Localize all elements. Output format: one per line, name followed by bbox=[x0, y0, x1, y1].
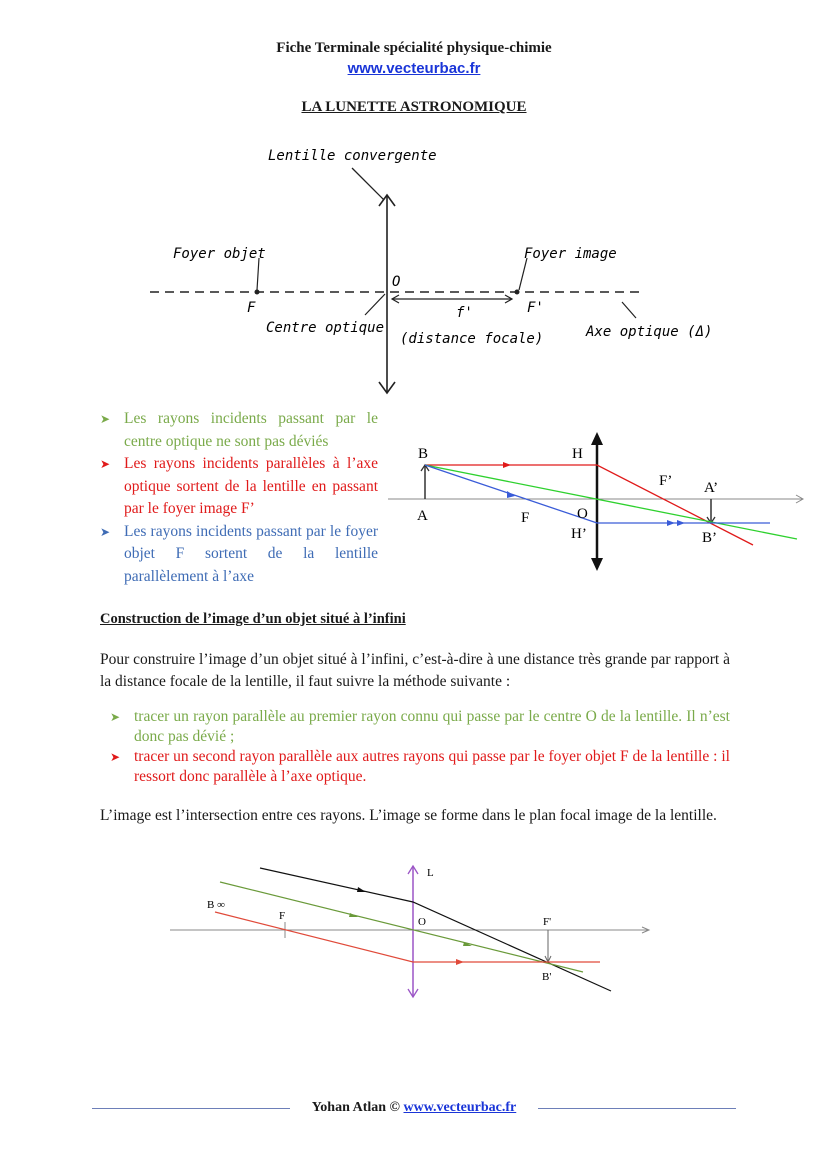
ray-rules-list bbox=[100, 408, 378, 588]
document-header-title: Fiche Terminale spécialité physique-chimie bbox=[276, 40, 552, 56]
point-h-prime-label: H’ bbox=[571, 526, 587, 542]
focal-distance-label: (distance focale) bbox=[400, 331, 544, 347]
rule-center-ray: ➤ Les rayons incidents passant par le centre optique ne sont pas déviés bbox=[100, 410, 378, 450]
point-b-prime-label: B’ bbox=[702, 530, 717, 546]
focal-object-pointer bbox=[257, 258, 259, 290]
focal-object-label: Foyer objet bbox=[173, 246, 266, 262]
point-o-label: O bbox=[577, 506, 588, 522]
lens-l-label: L bbox=[427, 867, 434, 879]
focal-f-prime-label: F' bbox=[543, 916, 552, 928]
focal-point-object bbox=[255, 290, 260, 295]
arrow-bullet-icon: ➤ bbox=[100, 412, 111, 426]
optical-axis-label: Axe optique (Δ) bbox=[586, 324, 713, 340]
focal-image-label: Foyer image bbox=[524, 246, 617, 262]
image-b-prime-label: B' bbox=[542, 971, 552, 983]
point-f-label: F bbox=[521, 510, 530, 526]
rule-focal-ray: ➤ Les rayons incidents passant par le foyer objet F sortent de la lentille parallèlement à l’axe bbox=[100, 522, 378, 585]
point-h-label: H bbox=[572, 446, 583, 462]
arrow-bullet-icon: ➤ bbox=[100, 524, 111, 539]
page-title: LA LUNETTE ASTRONOMIQUE bbox=[301, 99, 527, 115]
step-focal-ray: ➤ tracer un second rayon parallèle aux autres rayons qui passe par le foyer objet F de la lentille : il ressort donc parallèle à l’axe optique. bbox=[110, 748, 730, 785]
point-b-label: B bbox=[418, 446, 429, 462]
footer-site-link[interactable]: www.vecteurbac.fr bbox=[403, 1100, 517, 1115]
center-pointer bbox=[365, 294, 385, 315]
intro-paragraph: Pour construire l’image d’un objet situé à l’infini, c’est-à-dire à une distance très grande par rapport à la distance focale de la lentille, il faut suivre la méthode suivante : bbox=[100, 651, 730, 690]
rule-parallel-ray: ➤ Les rayons incidents parallèles à l’axe optique sortent de la lentille en passant par le foyer image F’ bbox=[100, 455, 378, 517]
arrow-bullet-icon: ➤ bbox=[110, 710, 121, 724]
center-optique-label: Centre optique bbox=[266, 320, 385, 336]
object-b-infinity-label: B ∞ bbox=[207, 899, 225, 911]
lens-label: Lentille convergente bbox=[268, 148, 437, 164]
green-ray bbox=[425, 465, 797, 539]
footer bbox=[0, 1100, 828, 1116]
footer-author: Yohan Atlan © bbox=[311, 1100, 404, 1115]
arrow-bullet-icon: ➤ bbox=[100, 457, 111, 471]
arrow-bullet-icon: ➤ bbox=[110, 750, 121, 764]
infinity-object-diagram bbox=[165, 860, 665, 1005]
focal-f-label: F bbox=[247, 300, 256, 316]
center-o-label: O bbox=[418, 916, 426, 928]
image-construction-diagram bbox=[385, 425, 805, 575]
axis-pointer bbox=[622, 302, 636, 318]
focal-point-image bbox=[515, 290, 520, 295]
method-steps-list bbox=[110, 707, 730, 787]
focal-distance-symbol: f' bbox=[456, 305, 473, 321]
conclusion-paragraph: L’image est l’intersection entre ces rayons. L’image se forme dans le plan focal image de la lentille. bbox=[100, 807, 717, 824]
focal-image-pointer bbox=[519, 258, 527, 290]
point-f-prime-label: F’ bbox=[659, 473, 673, 489]
point-a-prime-label: A’ bbox=[704, 480, 719, 496]
lens-diagram bbox=[140, 140, 740, 405]
focal-f-label: F bbox=[279, 910, 286, 922]
center-o-label: O bbox=[392, 274, 401, 290]
point-a-label: A bbox=[417, 508, 428, 524]
focal-f-prime-label: F' bbox=[527, 300, 544, 316]
step-center-ray: ➤ tracer un rayon parallèle au premier rayon connu qui passe par le centre O de la lentille. Il n’est donc pas dévié ; bbox=[110, 708, 730, 745]
header-site-link[interactable]: www.vecteurbac.fr bbox=[347, 60, 481, 77]
section-heading: Construction de l’image d’un objet situé à l’infini bbox=[100, 611, 406, 627]
lens-label-pointer bbox=[352, 168, 384, 200]
